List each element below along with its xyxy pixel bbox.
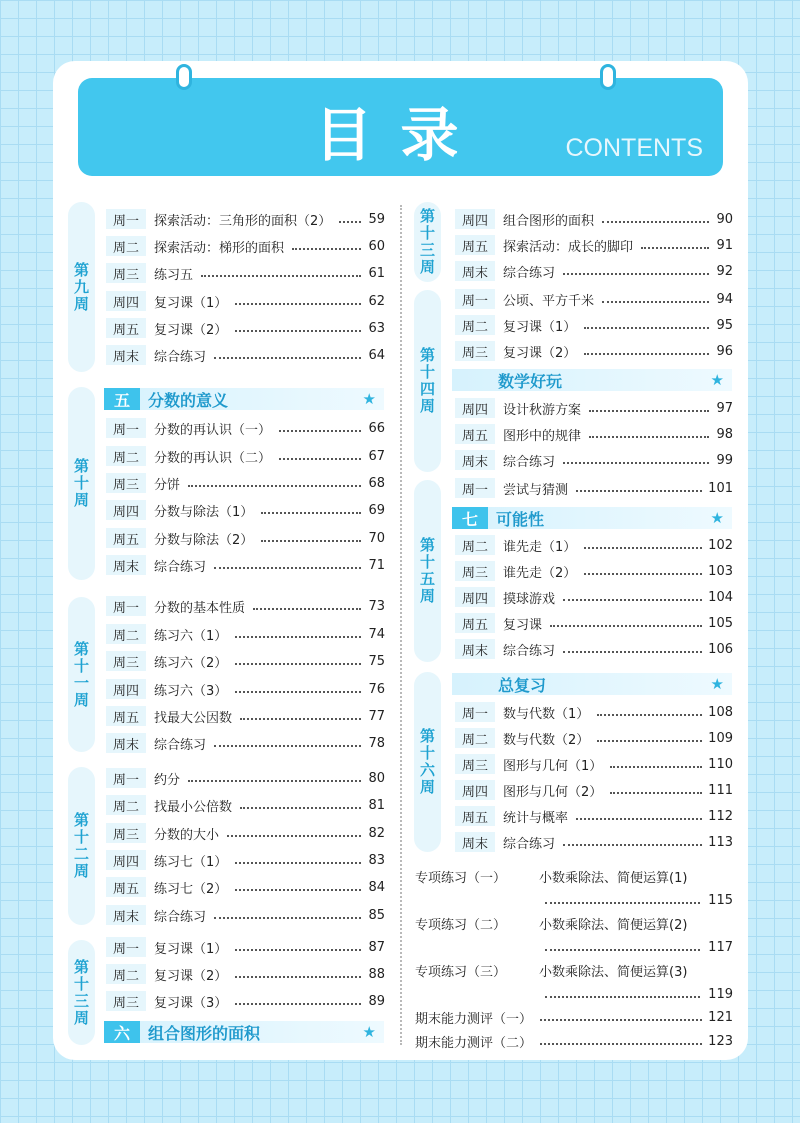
dot-leader (584, 353, 709, 355)
day-label: 周四 (455, 780, 495, 800)
entry-title: 探索活动：三角形的面积（2） (154, 213, 332, 229)
dot-leader (597, 714, 702, 716)
page-number: 108 (708, 704, 733, 720)
day-label: 周四 (455, 398, 495, 418)
page-number: 63 (368, 320, 385, 336)
entry-title: 练习七（1） (154, 854, 228, 870)
entry-title: 数与代数（2） (503, 732, 590, 748)
day-label: 周四 (455, 587, 495, 607)
day-label: 周三 (106, 991, 146, 1011)
entry-title: 分数与除法（1） (154, 504, 254, 520)
special-practice-3[interactable] (415, 960, 733, 1005)
toc-entry[interactable] (106, 877, 385, 897)
special-title: 小数乘除法、简便运算(3) (539, 964, 688, 980)
unit-number: 七 (452, 507, 488, 529)
day-label: 周二 (106, 964, 146, 984)
day-label: 周二 (455, 535, 495, 555)
unit-title: 总复习 (498, 675, 547, 695)
week-label-15: 第十五周 (414, 480, 441, 662)
page-number: 119 (708, 986, 733, 1002)
toc-entry[interactable] (106, 991, 385, 1011)
page-number: 104 (708, 589, 733, 605)
dot-leader (214, 357, 361, 359)
week-label-11: 第十一周 (68, 597, 95, 752)
day-label: 周一 (106, 937, 146, 957)
dot-leader (235, 976, 361, 978)
dot-leader (602, 301, 709, 303)
page-number: 75 (368, 653, 385, 669)
day-label: 周二 (455, 315, 495, 335)
unit-number: 六 (104, 1021, 140, 1043)
week-label-14: 第十四周 (414, 290, 441, 472)
toc-entry[interactable] (106, 291, 385, 311)
dot-leader (261, 540, 361, 542)
toc-entry[interactable] (106, 418, 385, 438)
dot-leader (292, 248, 361, 250)
dot-leader (227, 835, 361, 837)
dot-leader (563, 844, 702, 846)
final-test-1[interactable] (415, 1007, 733, 1027)
entry-title: 找最小公倍数 (154, 799, 233, 815)
day-label: 周五 (455, 806, 495, 826)
day-label: 周三 (455, 341, 495, 361)
dot-leader (545, 902, 700, 904)
star-icon: ★ (710, 509, 724, 527)
unit-title: 数学好玩 (498, 371, 563, 391)
toc-entry[interactable] (106, 473, 385, 493)
toc-entry[interactable] (455, 315, 733, 335)
toc-entry[interactable] (106, 733, 385, 753)
entry-title: 复习课（2） (503, 345, 577, 361)
toc-entry[interactable] (455, 806, 733, 826)
day-label: 周二 (106, 624, 146, 644)
toc-entry[interactable] (106, 555, 385, 575)
toc-entry[interactable] (106, 236, 385, 256)
day-label: 周一 (106, 596, 146, 616)
entry-title: 复习课（3） (154, 995, 228, 1011)
day-label: 周四 (455, 209, 495, 229)
page-number: 90 (716, 211, 733, 227)
day-label: 周五 (455, 235, 495, 255)
toc-entry[interactable] (455, 398, 733, 418)
entry-title: 综合练习 (503, 643, 556, 659)
dot-leader (576, 490, 702, 492)
toc-entry[interactable] (106, 318, 385, 338)
day-label: 周三 (106, 651, 146, 671)
page-number: 105 (708, 615, 733, 631)
entry-title: 组合图形的面积 (503, 213, 595, 229)
entry-title: 复习课（1） (503, 319, 577, 335)
toc-entry[interactable] (455, 289, 733, 309)
toc-entry[interactable] (455, 639, 733, 659)
day-label: 周五 (106, 318, 146, 338)
toc-entry[interactable] (106, 624, 385, 644)
entry-title: 复习课（2） (154, 968, 228, 984)
page-number: 88 (368, 966, 385, 982)
star-icon: ★ (710, 371, 724, 389)
special-label: 专项练习（一） (415, 870, 507, 886)
entry-title: 综合练习 (154, 559, 207, 575)
page-number: 81 (368, 797, 385, 813)
page-number: 68 (368, 475, 385, 491)
day-label: 周末 (455, 450, 495, 470)
day-label: 周末 (106, 905, 146, 925)
final-label: 期末能力测评（二） (415, 1035, 533, 1051)
toc-entry[interactable] (106, 823, 385, 843)
entry-title: 分数的再认识（二） (154, 450, 272, 466)
page-number: 67 (368, 448, 385, 464)
toc-entry[interactable] (106, 263, 385, 283)
day-label: 周一 (106, 418, 146, 438)
page-number: 60 (368, 238, 385, 254)
page-number: 87 (368, 939, 385, 955)
dot-leader (214, 745, 361, 747)
binder-ring-right (600, 64, 616, 90)
entry-title: 摸球游戏 (503, 591, 556, 607)
week-label-9: 第九周 (68, 202, 95, 372)
toc-entry[interactable] (455, 832, 733, 852)
dot-leader (253, 608, 361, 610)
toc-entry[interactable] (455, 341, 733, 361)
entry-title: 约分 (154, 772, 181, 788)
unit-header-review[interactable] (452, 673, 732, 695)
dot-leader (188, 485, 361, 487)
unit-header-7[interactable] (452, 507, 732, 529)
day-label: 周五 (106, 706, 146, 726)
dot-leader (235, 303, 361, 305)
dot-leader (610, 766, 702, 768)
dot-leader (235, 862, 361, 864)
unit-header-6[interactable] (104, 1021, 384, 1043)
page-number: 110 (708, 756, 733, 772)
entry-title: 统计与概率 (503, 810, 569, 826)
entry-title: 谁先走（1） (503, 539, 577, 555)
day-label: 周一 (455, 478, 495, 498)
toc-entry[interactable] (455, 754, 733, 774)
special-label: 专项练习（二） (415, 917, 507, 933)
page-number: 76 (368, 681, 385, 697)
week-label-16: 第十六周 (414, 672, 441, 852)
toc-entry[interactable] (455, 235, 733, 255)
toc-entry[interactable] (106, 964, 385, 984)
entry-title: 综合练习 (154, 349, 207, 365)
star-icon: ★ (362, 1023, 376, 1041)
day-label: 周末 (455, 832, 495, 852)
unit-title: 组合图形的面积 (148, 1023, 261, 1043)
dot-leader (602, 221, 709, 223)
dot-leader (584, 573, 702, 575)
dot-leader (261, 512, 361, 514)
dot-leader (235, 663, 361, 665)
page-number: 123 (708, 1033, 733, 1049)
dot-leader (610, 792, 702, 794)
day-label: 周三 (455, 754, 495, 774)
entry-title: 复习课（2） (154, 322, 228, 338)
day-label: 周四 (106, 500, 146, 520)
unit-title: 可能性 (496, 509, 545, 529)
day-label: 周二 (106, 236, 146, 256)
entry-title: 练习五 (154, 267, 194, 283)
toc-entry[interactable] (455, 450, 733, 470)
day-label: 周四 (106, 850, 146, 870)
toc-entry[interactable] (455, 209, 733, 229)
page-number: 69 (368, 502, 385, 518)
page-number: 96 (716, 343, 733, 359)
page-number: 64 (368, 347, 385, 363)
dot-leader (545, 949, 700, 951)
day-label: 周五 (455, 613, 495, 633)
dot-leader (540, 1019, 702, 1021)
entry-title: 综合练习 (154, 909, 207, 925)
day-label: 周五 (455, 424, 495, 444)
dot-leader (641, 247, 709, 249)
page-number: 82 (368, 825, 385, 841)
day-label: 周末 (106, 555, 146, 575)
contents-banner (78, 78, 723, 176)
day-label: 周一 (455, 702, 495, 722)
toc-entry[interactable] (106, 528, 385, 548)
toc-entry[interactable] (106, 345, 385, 365)
dot-leader (563, 462, 709, 464)
toc-entry[interactable] (455, 613, 733, 633)
entry-title: 复习课（1） (154, 295, 228, 311)
column-divider (400, 205, 402, 1045)
toc-entry[interactable] (455, 261, 733, 281)
entry-title: 图形与几何（1） (503, 758, 603, 774)
toc-entry[interactable] (455, 728, 733, 748)
toc-entry[interactable] (106, 446, 385, 466)
day-label: 周末 (455, 261, 495, 281)
entry-title: 分饼 (154, 477, 181, 493)
entry-title: 公顷、平方千米 (503, 293, 595, 309)
special-title: 小数乘除法、简便运算(2) (539, 917, 688, 933)
dot-leader (597, 740, 702, 742)
entry-title: 复习课 (503, 617, 543, 633)
page-title: 目录 (314, 101, 487, 169)
entry-title: 综合练习 (503, 454, 556, 470)
toc-entry[interactable] (106, 596, 385, 616)
page-number: 74 (368, 626, 385, 642)
page-number: 113 (708, 834, 733, 850)
entry-title: 设计秋游方案 (503, 402, 582, 418)
week-label-13: 第十三周 (68, 940, 95, 1045)
page-number: 103 (708, 563, 733, 579)
page-number: 95 (716, 317, 733, 333)
dot-leader (235, 691, 361, 693)
day-label: 周一 (455, 289, 495, 309)
entry-title: 分数的再认识（一） (154, 422, 272, 438)
binder-ring-left (176, 64, 192, 90)
page-number: 62 (368, 293, 385, 309)
day-label: 周一 (106, 209, 146, 229)
day-label: 周末 (106, 345, 146, 365)
entry-title: 练习六（2） (154, 655, 228, 671)
dot-leader (235, 889, 361, 891)
dot-leader (339, 221, 361, 223)
toc-entry[interactable] (106, 795, 385, 815)
day-label: 周二 (455, 728, 495, 748)
special-practice-2[interactable] (415, 913, 733, 958)
dot-leader (540, 1043, 702, 1045)
week-label-12: 第十二周 (68, 767, 95, 925)
dot-leader (584, 547, 702, 549)
dot-leader (279, 458, 361, 460)
dot-leader (279, 430, 361, 432)
page-number: 66 (368, 420, 385, 436)
dot-leader (589, 436, 709, 438)
page-number: 85 (368, 907, 385, 923)
entry-title: 分数的大小 (154, 827, 220, 843)
dot-leader (201, 275, 361, 277)
dot-leader (235, 949, 361, 951)
page-number: 112 (708, 808, 733, 824)
page-number: 101 (708, 480, 733, 496)
unit-header-fun-math[interactable] (452, 369, 732, 391)
day-label: 周末 (455, 639, 495, 659)
day-label: 周三 (106, 823, 146, 843)
page-number: 94 (716, 291, 733, 307)
entry-title: 图形中的规律 (503, 428, 582, 444)
special-practice-1[interactable] (415, 866, 733, 911)
entry-title: 练习六（1） (154, 628, 228, 644)
page-number: 98 (716, 426, 733, 442)
week-label-10: 第十周 (68, 387, 95, 580)
entry-title: 探索活动：梯形的面积 (154, 240, 285, 256)
page-number: 115 (708, 892, 733, 908)
dot-leader (576, 818, 702, 820)
page-number: 111 (708, 782, 733, 798)
day-label: 周四 (106, 679, 146, 699)
page-number: 59 (368, 211, 385, 227)
entry-title: 分数的基本性质 (154, 600, 246, 616)
page-number: 91 (716, 237, 733, 253)
dot-leader (235, 636, 361, 638)
entry-title: 综合练习 (503, 836, 556, 852)
dot-leader (563, 273, 709, 275)
page-number: 78 (368, 735, 385, 751)
page-number: 83 (368, 852, 385, 868)
entry-title: 综合练习 (154, 737, 207, 753)
dot-leader (563, 651, 702, 653)
day-label: 周一 (106, 768, 146, 788)
day-label: 周二 (106, 446, 146, 466)
dot-leader (214, 917, 361, 919)
star-icon: ★ (710, 675, 724, 693)
dot-leader (545, 996, 700, 998)
day-label: 周四 (106, 291, 146, 311)
entry-title: 分数与除法（2） (154, 532, 254, 548)
dot-leader (235, 1003, 361, 1005)
dot-leader (563, 599, 702, 601)
toc-entry[interactable] (455, 535, 733, 555)
page-number: 84 (368, 879, 385, 895)
entry-title: 图形与几何（2） (503, 784, 603, 800)
final-test-2[interactable] (415, 1031, 733, 1051)
page-subtitle: CONTENTS (565, 134, 703, 162)
toc-entry[interactable] (455, 561, 733, 581)
page-number: 117 (708, 939, 733, 955)
page-number: 99 (716, 452, 733, 468)
star-icon: ★ (362, 390, 376, 408)
special-label: 专项练习（三） (415, 964, 507, 980)
toc-entry[interactable] (455, 702, 733, 722)
day-label: 周三 (455, 561, 495, 581)
day-label: 周二 (106, 795, 146, 815)
dot-leader (235, 330, 361, 332)
page-number: 80 (368, 770, 385, 786)
entry-title: 练习六（3） (154, 683, 228, 699)
entry-title: 谁先走（2） (503, 565, 577, 581)
entry-title: 数与代数（1） (503, 706, 590, 722)
unit-title: 分数的意义 (148, 390, 229, 410)
toc-entry[interactable] (106, 209, 385, 229)
entry-title: 找最大公因数 (154, 710, 233, 726)
page-number: 92 (716, 263, 733, 279)
toc-entry[interactable] (455, 587, 733, 607)
dot-leader (240, 807, 361, 809)
page-number: 89 (368, 993, 385, 1009)
entry-title: 探索活动：成长的脚印 (503, 239, 634, 255)
toc-entry[interactable] (106, 850, 385, 870)
page-number: 102 (708, 537, 733, 553)
toc-entry[interactable] (106, 500, 385, 520)
toc-entry[interactable] (106, 679, 385, 699)
page-number: 71 (368, 557, 385, 573)
toc-entry[interactable] (106, 937, 385, 957)
toc-entry[interactable] (455, 424, 733, 444)
toc-entry[interactable] (455, 780, 733, 800)
unit-header-5[interactable] (104, 388, 384, 410)
entry-title: 练习七（2） (154, 881, 228, 897)
day-label: 周五 (106, 528, 146, 548)
toc-entry[interactable] (106, 768, 385, 788)
day-label: 周五 (106, 877, 146, 897)
page-number: 97 (716, 400, 733, 416)
dot-leader (188, 780, 361, 782)
day-label: 周三 (106, 473, 146, 493)
entry-title: 综合练习 (503, 265, 556, 281)
page-number: 73 (368, 598, 385, 614)
special-title: 小数乘除法、简便运算(1) (539, 870, 688, 886)
page-number: 121 (708, 1009, 733, 1025)
dot-leader (550, 625, 702, 627)
dot-leader (584, 327, 709, 329)
dot-leader (589, 410, 709, 412)
toc-entry[interactable] (106, 651, 385, 671)
dot-leader (240, 718, 361, 720)
dot-leader (214, 567, 361, 569)
day-label: 周三 (106, 263, 146, 283)
final-label: 期末能力测评（一） (415, 1011, 533, 1027)
page-number: 109 (708, 730, 733, 746)
page-number: 61 (368, 265, 385, 281)
day-label: 周末 (106, 733, 146, 753)
page-number: 70 (368, 530, 385, 546)
entry-title: 尝试与猜测 (503, 482, 569, 498)
toc-entry[interactable] (106, 905, 385, 925)
page-number: 106 (708, 641, 733, 657)
entry-title: 复习课（1） (154, 941, 228, 957)
toc-entry[interactable] (106, 706, 385, 726)
unit-number: 五 (104, 388, 140, 410)
week-label-13-continued: 第十三周 (414, 202, 441, 282)
toc-entry[interactable] (455, 478, 733, 498)
page-number: 77 (368, 708, 385, 724)
